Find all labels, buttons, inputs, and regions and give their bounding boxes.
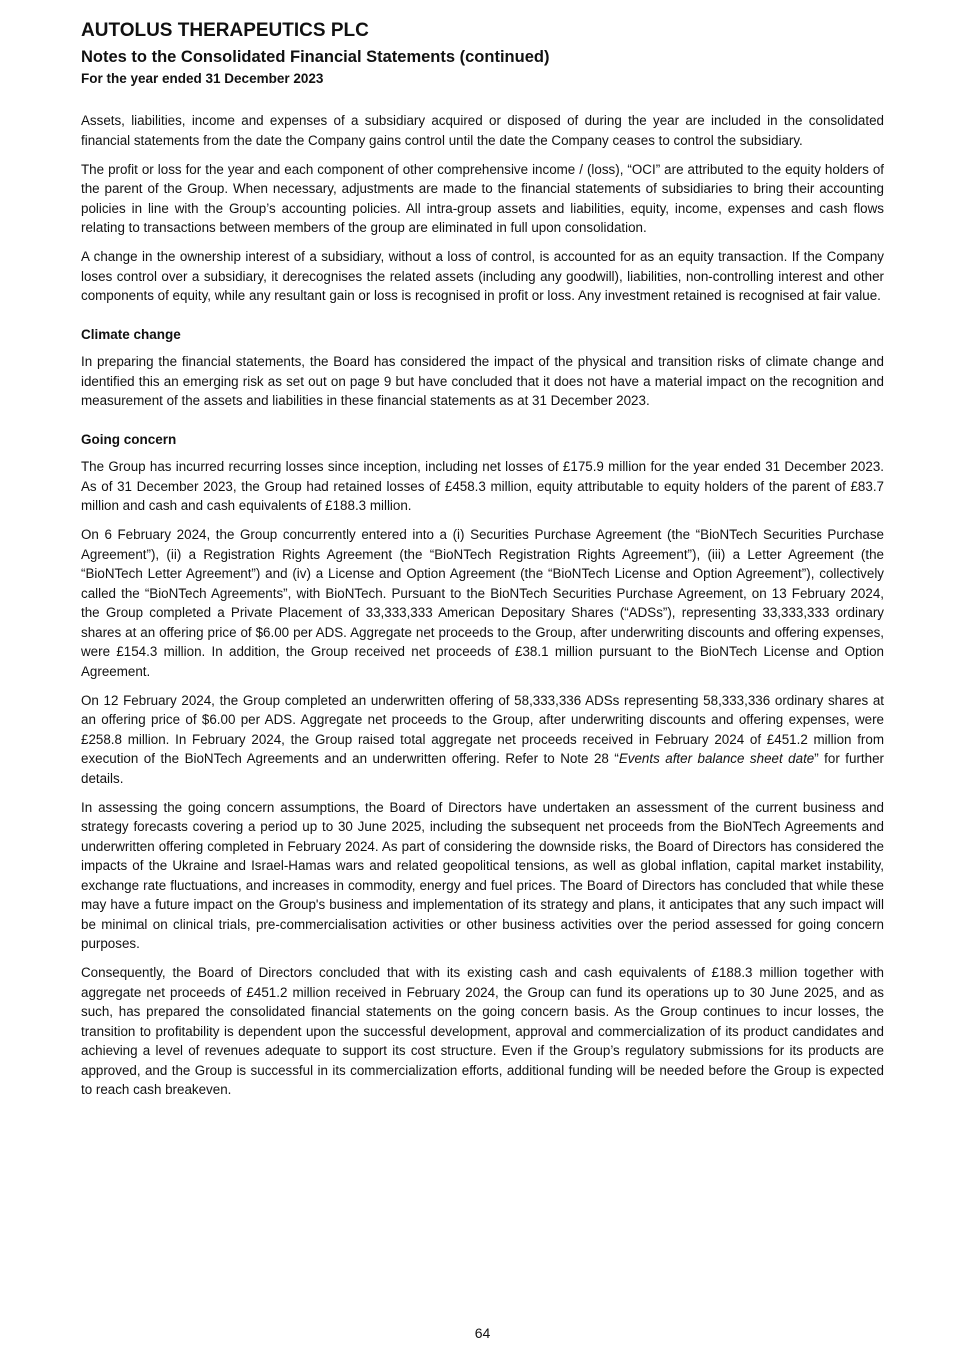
- paragraph-climate-change: In preparing the financial statements, the Board has considered the impact of the physical and transition risks of climate change and identified this an emerging risk as set out on page 9 but have concluded that it does not have a material impact on the recognition and measurement of the assets and liabilities in these financial statements as at 31 December 2023.: [81, 354, 884, 408]
- paragraph-underwritten-offering: [81, 691, 884, 789]
- document-subtitle: Notes to the Consolidated Financial Statements (continued): [81, 48, 550, 66]
- paragraph-going-concern-assessment: In assessing the going concern assumptions, the Board of Directors have undertaken an assessment of the current business and strategy forecasts covering a period up to 30 June 2025, including the subsequent net proceeds from the BioNTech Agreements and underwritten offering completed in February 2024. As part of considering the downside risks, the Board of Directors has considered the impacts of the Ukraine and Israel-Hamas wars and related geopolitical tensions, as well as global inflation, capital market instability, exchange rate fluctuations, and increases in commodity, energy and fuel prices. The Board of Directors has concluded that while these may have a future impact on the Group's business and implementation of its strategy and plans, it anticipates that any such impact will be minimal on clinical trials, pre-commercialisation activities or other business activities over the period assessed for going concern purposes.: [81, 799, 884, 951]
- offering-text: On 12 February 2024, the Group completed an underwritten offering of 58,333,336 ADSs representing 58,333,336 ordinary shares at an offering price of $6.00 per ADS. Aggregate net proceeds to the Group, after underwriting discounts and offering expenses, were £258.8 million. In February 2024, the Group raised total aggregate net proceeds received in February 2024 of £451.2 million from execution of the BioNTech Agreements and an underwritten offering. Refer to Note 28 “: [81, 692, 884, 766]
- heading-climate-change: Climate change: [81, 326, 181, 342]
- reporting-period: For the year ended 31 December 2023: [81, 71, 324, 86]
- paragraph-subsidiary-consolidation: Assets, liabilities, income and expenses of a subsidiary acquired or disposed of during the year are included in the consolidated financial statements from the date the Company gains control until the date the Company ceases to control the subsidiary.: [81, 113, 884, 148]
- document-body: [81, 111, 884, 1100]
- paragraph-oci-attribution: The profit or loss for the year and each component of other comprehensive income / (loss), “OCI” are attributed to the equity holders of the parent of the Group. When necessary, adjustments are made to the financial statements of subsidiaries to bring their accounting policies in line with the Group’s accounting policies. All intra-group assets and liabilities, equity, income, expenses and cash flows relating to transactions between members of the group are eliminated in full upon consolidation.: [81, 161, 884, 235]
- offering-text-end: ” for further details.: [81, 751, 884, 786]
- company-name: AUTOLUS THERAPEUTICS PLC: [81, 20, 369, 41]
- heading-going-concern: Going concern: [81, 431, 177, 447]
- paragraph-biontech-agreements: On 6 February 2024, the Group concurrently entered into a (i) Securities Purchase Agreement (the “BioNTech Securities Purchase Agreement”), (ii) a Registration Rights Agreement (the “BioNTech Registration Rights Agreement”), (iii) a Letter Agreement (the “BioNTech Letter Agreement”) and (iv) a License and Option Agreement (the “BioNTech License and Option Agreement”), collectively called the “BioNTech Agreements”, with BioNTech. Pursuant to the BioNTech Securities Purchase Agreement, on 13 February 2024, the Group completed a Private Placement of 33,333,333 American Depositary Shares (“ADSs”), representing 33,333,333 ordinary shares at an offering price of $6.00 per ADS. Aggregate net proceeds to the Group, after underwriting discounts and offering expenses, were £154.3 million. In addition, the Group received net proceeds of £38.1 million pursuant to the BioNTech License and Option Agreement.: [81, 527, 884, 679]
- paragraph-ownership-change: A change in the ownership interest of a subsidiary, without a loss of control, is accounted for as an equity transaction. If the Company loses control over a subsidiary, it derecognises the related assets (including any goodwill), liabilities, non-controlling interest and other components of equity, while any resultant gain or loss is recognised in profit or loss. Any investment retained is recognised at fair value.: [81, 249, 884, 303]
- paragraph-going-concern-conclusion: Consequently, the Board of Directors concluded that with its existing cash and cash equivalents of £188.3 million together with aggregate net proceeds of £451.2 million received in February 2024, the Group can fund its operations up to 30 June 2025, and as such, has prepared the consolidated financial statements on the going concern basis. As the Group continues to incur losses, the transition to profitability is dependent upon the successful development, approval and commercialization of its product candidates and achieving a level of revenues adequate to support its cost structure. Even if the Group’s regulatory submissions for its products are approved, and the Group is successful in its commercialization efforts, additional funding will be needed before the Group is expected to reach cash breakeven.: [81, 965, 884, 1097]
- document-header: [81, 18, 884, 89]
- paragraph-recurring-losses: The Group has incurred recurring losses since inception, including net losses of £175.9 million for the year ended 31 December 2023. As of 31 December 2023, the Group had retained losses of £458.3 million, equity attributable to equity holders of the parent of £83.7 million and cash and cash equivalents of £188.3 million.: [81, 459, 884, 513]
- page-number: 64: [474, 1325, 491, 1341]
- note-reference: Events after balance sheet date: [618, 751, 815, 766]
- document-page: [81, 18, 884, 1109]
